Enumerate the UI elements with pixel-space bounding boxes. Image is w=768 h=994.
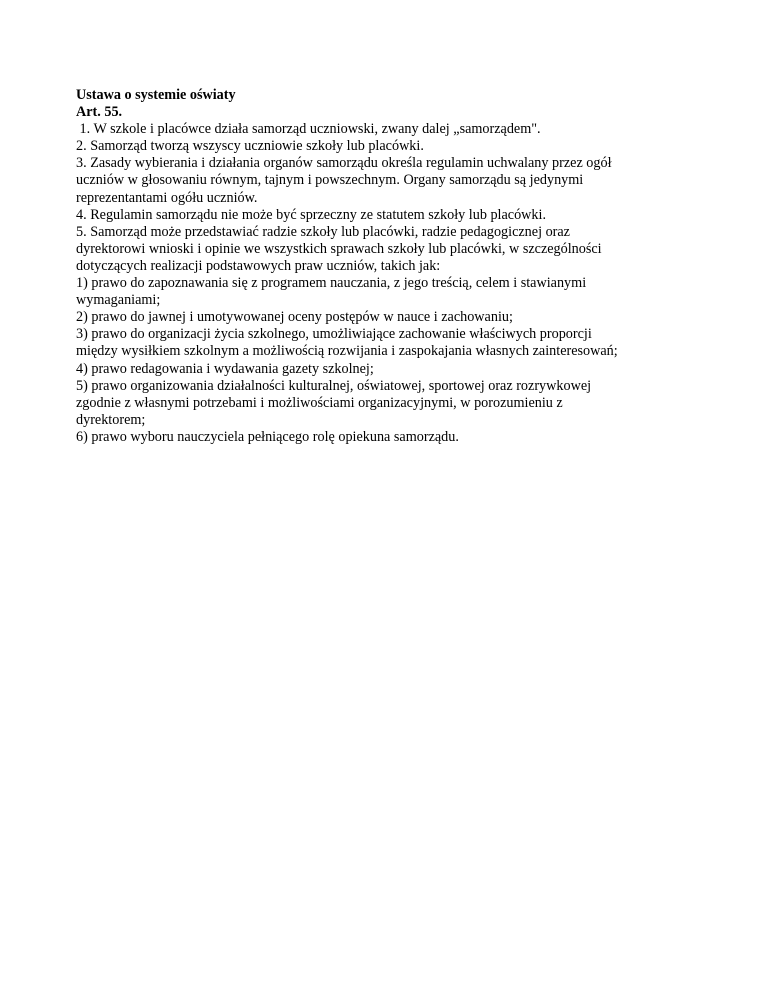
text-line: uczniów w głosowaniu równym, tajnym i powszechnym. Organy samorządu są jedynymi bbox=[76, 172, 584, 189]
text-line: wymaganiami; bbox=[76, 292, 161, 309]
text-line: 2) prawo do jawnej i umotywowanej oceny postępów w nauce i zachowaniu; bbox=[76, 309, 513, 326]
text-line: 3. Zasady wybierania i działania organów samorządu określa regulamin uchwalany przez ogół bbox=[76, 155, 612, 172]
document-page bbox=[76, 87, 696, 446]
article-heading: Art. 55. bbox=[76, 104, 123, 121]
text-line: 4. Regulamin samorządu nie może być sprzeczny ze statutem szkoły lub placówki. bbox=[76, 206, 547, 223]
text-line: między wysiłkiem szkolnym a możliwością rozwijania i zaspokajania własnych zainteresowań; bbox=[76, 343, 618, 360]
text-line: dyrektorem; bbox=[76, 411, 146, 428]
document-title: Ustawa o systemie oświaty bbox=[76, 87, 236, 103]
text-line: 5) prawo organizowania działalności kulturalnej, oświatowej, sportowej oraz rozrywkowej bbox=[76, 377, 592, 394]
text-line: 5. Samorząd może przedstawiać radzie szkoły lub placówki, radzie pedagogicznej oraz bbox=[76, 223, 570, 240]
text-line: dotyczących realizacji podstawowych praw uczniów, takich jak: bbox=[76, 257, 441, 274]
text-line: 1. W szkole i placówce działa samorząd uczniowski, zwany dalej „samorządem". bbox=[76, 121, 541, 138]
text-line: reprezentantami ogółu uczniów. bbox=[76, 189, 258, 206]
text-line: zgodnie z własnymi potrzebami i możliwościami organizacyjnymi, w porozumieniu z bbox=[76, 394, 563, 411]
text-line: dyrektorowi wnioski i opinie we wszystkich sprawach szkoły lub placówki, w szczególności bbox=[76, 240, 602, 257]
text-line: 3) prawo do organizacji życia szkolnego, umożliwiające zachowanie właściwych proporcji bbox=[76, 326, 592, 343]
text-line: 2. Samorząd tworzą wszyscy uczniowie szkoły lub placówki. bbox=[76, 138, 424, 155]
text-line: 4) prawo redagowania i wydawania gazety szkolnej; bbox=[76, 360, 374, 377]
text-line: 1) prawo do zapoznawania się z programem nauczania, z jego treścią, celem i stawianymi bbox=[76, 275, 587, 292]
text-line: 6) prawo wyboru nauczyciela pełniącego rolę opiekuna samorządu. bbox=[76, 428, 459, 445]
